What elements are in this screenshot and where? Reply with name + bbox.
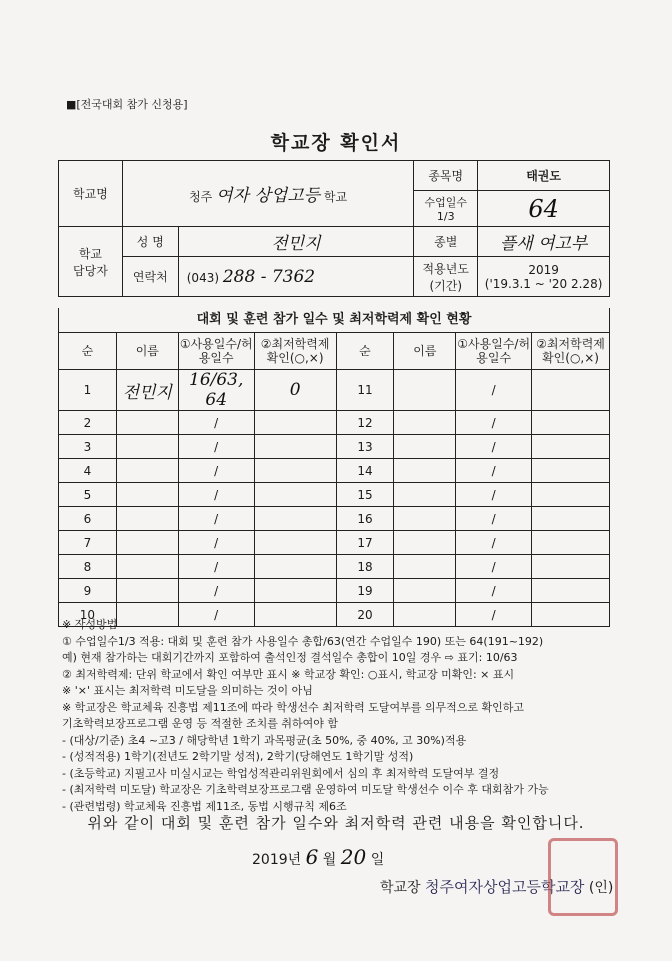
- student-name: [394, 370, 456, 411]
- academic-check: [532, 531, 610, 555]
- student-name: [394, 411, 456, 435]
- student-name: [116, 507, 178, 531]
- academic-check: [254, 483, 336, 507]
- instruction-line: - (초등학교) 지필고사 미실시교는 학업성적관리위원회에서 심의 후 최저학력 도달여부 결정: [62, 766, 500, 780]
- academic-check: [532, 507, 610, 531]
- table-row: [59, 435, 610, 459]
- instruction-line: ② 최저학력제: 단위 학교에서 확인 여부만 표시 ※ 학교장 확인: ○표시, 학교장 미확인: × 표시: [62, 667, 515, 681]
- days-used: /: [178, 483, 254, 507]
- table-row: [59, 483, 610, 507]
- instruction-line: ① 수업일수1/3 적용: 대회 및 훈련 참가 사용일수 총합/63(연간 수업일수 190) 또는 64(191~192): [62, 634, 544, 648]
- days-used: /: [178, 555, 254, 579]
- days-used: /: [456, 483, 532, 507]
- row-number: 13: [336, 435, 394, 459]
- academic-check: [532, 579, 610, 603]
- instruction-line: 기초학력보장프로그램 운영 등 적절한 조치를 취하여야 함: [62, 717, 339, 730]
- row-number: 17: [336, 531, 394, 555]
- academic-check: [532, 459, 610, 483]
- days-used: 16/63, 64: [178, 370, 254, 411]
- days-used: /: [456, 435, 532, 459]
- days-used: /: [178, 459, 254, 483]
- info-table: [58, 160, 610, 297]
- days-used: /: [178, 411, 254, 435]
- instruction-line: ※ 작성방법: [62, 618, 118, 631]
- days-used: /: [456, 579, 532, 603]
- principal-label: 학교장: [380, 880, 421, 896]
- row-number: 6: [59, 507, 117, 531]
- row-number: 4: [59, 459, 117, 483]
- student-name: [116, 459, 178, 483]
- school-prefix: 청주: [189, 190, 213, 204]
- days-used: /: [456, 531, 532, 555]
- year-label-line2: (기간): [429, 278, 463, 293]
- academic-check: [532, 483, 610, 507]
- classdays-label-line2: 1/3: [436, 210, 455, 223]
- days-used: /: [456, 603, 532, 627]
- contact-label: 연락처: [122, 257, 178, 297]
- school-suffix: 학교: [323, 190, 348, 204]
- table-row: [59, 459, 610, 483]
- school-name-cell: [122, 161, 413, 227]
- student-name: [394, 459, 456, 483]
- instruction-line: 예) 현재 참가하는 대회기간까지 포함하여 출석인정 결석일수 총합이 10일 경우 ⇨ 표기: 10/63: [62, 651, 518, 664]
- row-number: 8: [59, 555, 117, 579]
- classdays-value: 64: [478, 191, 610, 227]
- instruction-line: - (관련법령) 학교체육 진흥법 제11조, 동법 시행규칙 제6조: [62, 799, 347, 813]
- year-label: [414, 257, 478, 297]
- student-name: [394, 435, 456, 459]
- roster-body: [59, 370, 610, 627]
- row-number: 20: [336, 603, 394, 627]
- row-number: 10: [59, 603, 117, 627]
- table-row: [59, 531, 610, 555]
- academic-check: [254, 435, 336, 459]
- contact-prefix: (043): [186, 270, 220, 285]
- row-number: 15: [336, 483, 394, 507]
- days-used: /: [456, 507, 532, 531]
- sport-value: 태권도: [478, 161, 610, 191]
- col-header: 이름: [116, 333, 178, 370]
- signing-date: [252, 845, 384, 869]
- row-number: 7: [59, 531, 117, 555]
- year-label-line1: 적용년도: [422, 261, 469, 276]
- col-header: 이름: [394, 333, 456, 370]
- form-tag: ■[전국대회 참가 신청용]: [66, 98, 188, 111]
- student-name: [116, 579, 178, 603]
- days-used: /: [456, 370, 532, 411]
- table-row: [59, 411, 610, 435]
- student-name: [116, 531, 178, 555]
- instructions: [62, 617, 622, 815]
- year-value: 2019: [528, 262, 559, 277]
- school-label: 학교명: [59, 161, 123, 227]
- student-name: [394, 579, 456, 603]
- days-used: /: [178, 507, 254, 531]
- academic-check: [532, 411, 610, 435]
- col-header: 순: [59, 333, 117, 370]
- row-number: 5: [59, 483, 117, 507]
- instruction-line: ※ '×' 표시는 최저학력 미도달을 의미하는 것이 아님: [62, 684, 313, 697]
- document-title: 학교장 확인서: [270, 132, 402, 154]
- col-header: ①사용일수/허용일수: [178, 333, 254, 370]
- days-used: /: [178, 435, 254, 459]
- sport-label: 종목명: [414, 161, 478, 191]
- year-value-cell: [478, 257, 610, 297]
- col-header: ②최저학력제 확인(○,×): [532, 333, 610, 370]
- name-value: 전민지: [178, 227, 414, 257]
- days-used: /: [178, 603, 254, 627]
- principal-stamp-text: 청주여자상업고등학교장: [425, 878, 585, 896]
- days-used: /: [456, 555, 532, 579]
- days-used: /: [456, 411, 532, 435]
- contact-value: 288 - 7362: [222, 266, 316, 287]
- row-number: 11: [336, 370, 394, 411]
- row-number: 19: [336, 579, 394, 603]
- days-used: /: [178, 531, 254, 555]
- confirmation-statement: 위와 같이 대회 및 훈련 참가 일수와 최저학력 관련 내용을 확인합니다.: [87, 814, 585, 832]
- official-seal-icon: [548, 838, 618, 916]
- row-number: 2: [59, 411, 117, 435]
- category-label: 종별: [414, 227, 478, 257]
- row-number: 3: [59, 435, 117, 459]
- staff-label: [59, 227, 123, 297]
- roster-table: [58, 332, 610, 627]
- year-period: ('19.3.1 ~ '20 2.28): [484, 276, 603, 291]
- days-used: /: [178, 579, 254, 603]
- academic-check: [532, 555, 610, 579]
- school-name-handwritten: 여자 상업고등: [216, 186, 321, 206]
- date-year: 2019년: [252, 852, 302, 868]
- student-name: [394, 531, 456, 555]
- student-name: [116, 435, 178, 459]
- staff-label-line1: 학교: [78, 246, 103, 261]
- col-header: 순: [336, 333, 394, 370]
- academic-check: [254, 579, 336, 603]
- col-header: ②최저학력제 확인(○,×): [254, 333, 336, 370]
- contact-value-cell: [178, 257, 414, 297]
- table-row: [59, 370, 610, 411]
- student-name: [394, 555, 456, 579]
- student-name: [394, 483, 456, 507]
- row-number: 14: [336, 459, 394, 483]
- table-row: [59, 555, 610, 579]
- table-row: [59, 579, 610, 603]
- date-day-value: 20: [340, 845, 367, 869]
- classdays-label: [414, 191, 478, 227]
- student-name: [116, 483, 178, 507]
- date-month-label: 월: [322, 852, 337, 868]
- academic-check: 0: [254, 370, 336, 411]
- academic-check: [254, 459, 336, 483]
- staff-label-line2: 담당자: [73, 263, 108, 278]
- academic-check: [532, 435, 610, 459]
- instruction-line: - (성적적용) 1학기(전년도 2학기말 성적), 2학기(당해연도 1학기말 성적): [62, 750, 414, 763]
- row-number: 12: [336, 411, 394, 435]
- roster-header-row: [59, 333, 610, 370]
- days-used: /: [456, 459, 532, 483]
- row-number: 16: [336, 507, 394, 531]
- student-name: 전민지: [116, 370, 178, 411]
- instruction-line: ※ 학교장은 학교체육 진흥법 제11조에 따라 학생선수 최저학력 도달여부를 의무적으로 확인하고: [62, 700, 524, 714]
- category-value: 플새 여고부: [478, 227, 610, 257]
- row-number: 18: [336, 555, 394, 579]
- academic-check: [254, 531, 336, 555]
- academic-check: [532, 370, 610, 411]
- principal-suffix: (인): [588, 880, 614, 896]
- table-row: [59, 507, 610, 531]
- academic-check: [254, 411, 336, 435]
- date-month-value: 6: [305, 845, 319, 869]
- academic-check: [254, 507, 336, 531]
- instruction-line: - (대상/기준) 초4 ~고3 / 해당학년 1학기 과목평균(초 50%, 중 40%, 고 30%)적용: [62, 733, 467, 747]
- academic-check: [254, 555, 336, 579]
- row-number: 9: [59, 579, 117, 603]
- col-header: ①사용일수/허용일수: [456, 333, 532, 370]
- name-label: 성 명: [122, 227, 178, 257]
- instruction-line: - (최저학력 미도달) 학교장은 기초학력보장프로그램 운영하여 미도달 학생선수 이수 후 대회참가 가능: [62, 783, 549, 796]
- row-number: 1: [59, 370, 117, 411]
- classdays-label-line1: 수업일수: [424, 196, 467, 209]
- student-name: [394, 507, 456, 531]
- date-day-label: 일: [370, 852, 385, 868]
- summary-heading: 대회 및 훈련 참가 일수 및 최저학력제 확인 현황: [58, 308, 610, 332]
- student-name: [116, 555, 178, 579]
- student-name: [116, 411, 178, 435]
